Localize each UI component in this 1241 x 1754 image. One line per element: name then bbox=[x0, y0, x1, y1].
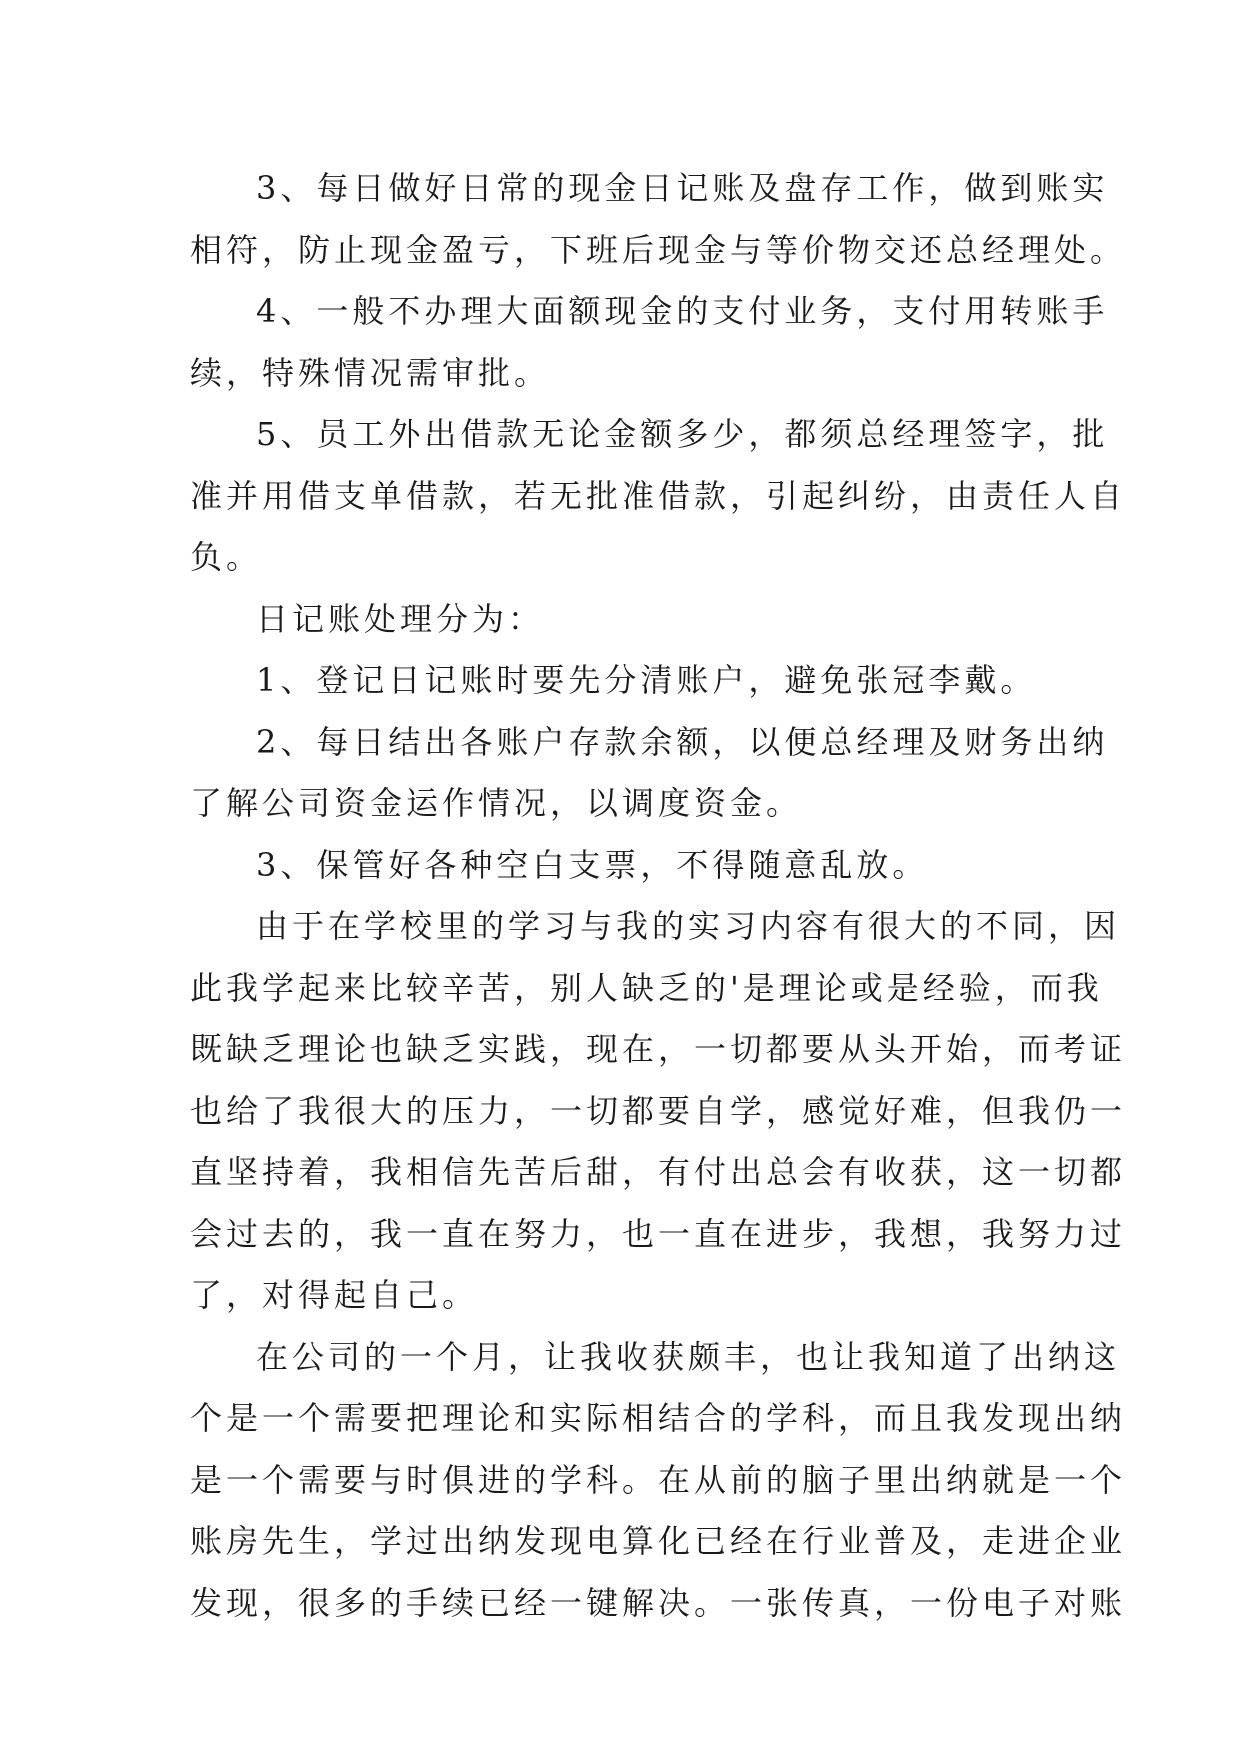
text-line: 也给了我很大的压力，一切都要自学，感觉好难，但我仍一 bbox=[190, 1091, 1127, 1130]
text-line: 相符，防止现金盈亏，下班后现金与等价物交还总经理处。 bbox=[190, 230, 1127, 269]
text-line: 了解公司资金运作情况，以调度资金。 bbox=[190, 784, 803, 822]
text-line: 日记账处理分为： bbox=[256, 599, 545, 638]
text-line: 4、一般不办理大面额现金的支付业务，支付用转账手 bbox=[256, 292, 1109, 330]
text-line: 发现，很多的手续已经一键解决。一张传真，一份电子对账 bbox=[190, 1583, 1127, 1622]
text-line: 准并用借支单借款，若无批准借款，引起纠纷，由责任人自 bbox=[190, 476, 1127, 515]
text-line: 账房先生，学过出纳发现电算化已经在行业普及，走进企业 bbox=[190, 1522, 1127, 1560]
text-line: 2、每日结出各账户存款余额，以便总经理及财务出纳 bbox=[256, 722, 1109, 761]
text-line: 此我学起来比较辛苦，别人缺乏的'是理论或是经验，而我 bbox=[190, 968, 1103, 1007]
text-line: 直坚持着，我相信先苦后甜，有付出总会有收获，这一切都 bbox=[190, 1153, 1127, 1191]
text-line: 是一个需要与时俱进的学科。在从前的脑子里出纳就是一个 bbox=[190, 1460, 1127, 1499]
text-line: 3、每日做好日常的现金日记账及盘存工作，做到账实 bbox=[256, 169, 1109, 207]
text-line: 1、登记日记账时要先分清账户，避免张冠李戴。 bbox=[256, 661, 1037, 699]
text-line: 5、员工外出借款无论金额多少，都须总经理签字，批 bbox=[256, 415, 1109, 453]
text-line: 了，对得起自己。 bbox=[190, 1276, 479, 1314]
text-line: 在公司的一个月，让我收获颇丰，也让我知道了出纳这 bbox=[256, 1337, 1121, 1376]
text-line: 既缺乏理论也缺乏实践，现在，一切都要从头开始，而考证 bbox=[190, 1030, 1127, 1068]
document-body bbox=[190, 158, 1127, 1634]
text-line: 续，特殊情况需审批。 bbox=[190, 353, 551, 392]
text-line: 3、保管好各种空白支票，不得随意乱放。 bbox=[256, 845, 929, 884]
text-line: 负。 bbox=[190, 538, 263, 576]
text-line: 会过去的，我一直在努力，也一直在进步，我想，我努力过 bbox=[190, 1214, 1127, 1253]
text-line: 由于在学校里的学习与我的实习内容有很大的不同，因 bbox=[256, 907, 1121, 945]
text-line: 个是一个需要把理论和实际相结合的学科，而且我发现出纳 bbox=[190, 1399, 1127, 1437]
